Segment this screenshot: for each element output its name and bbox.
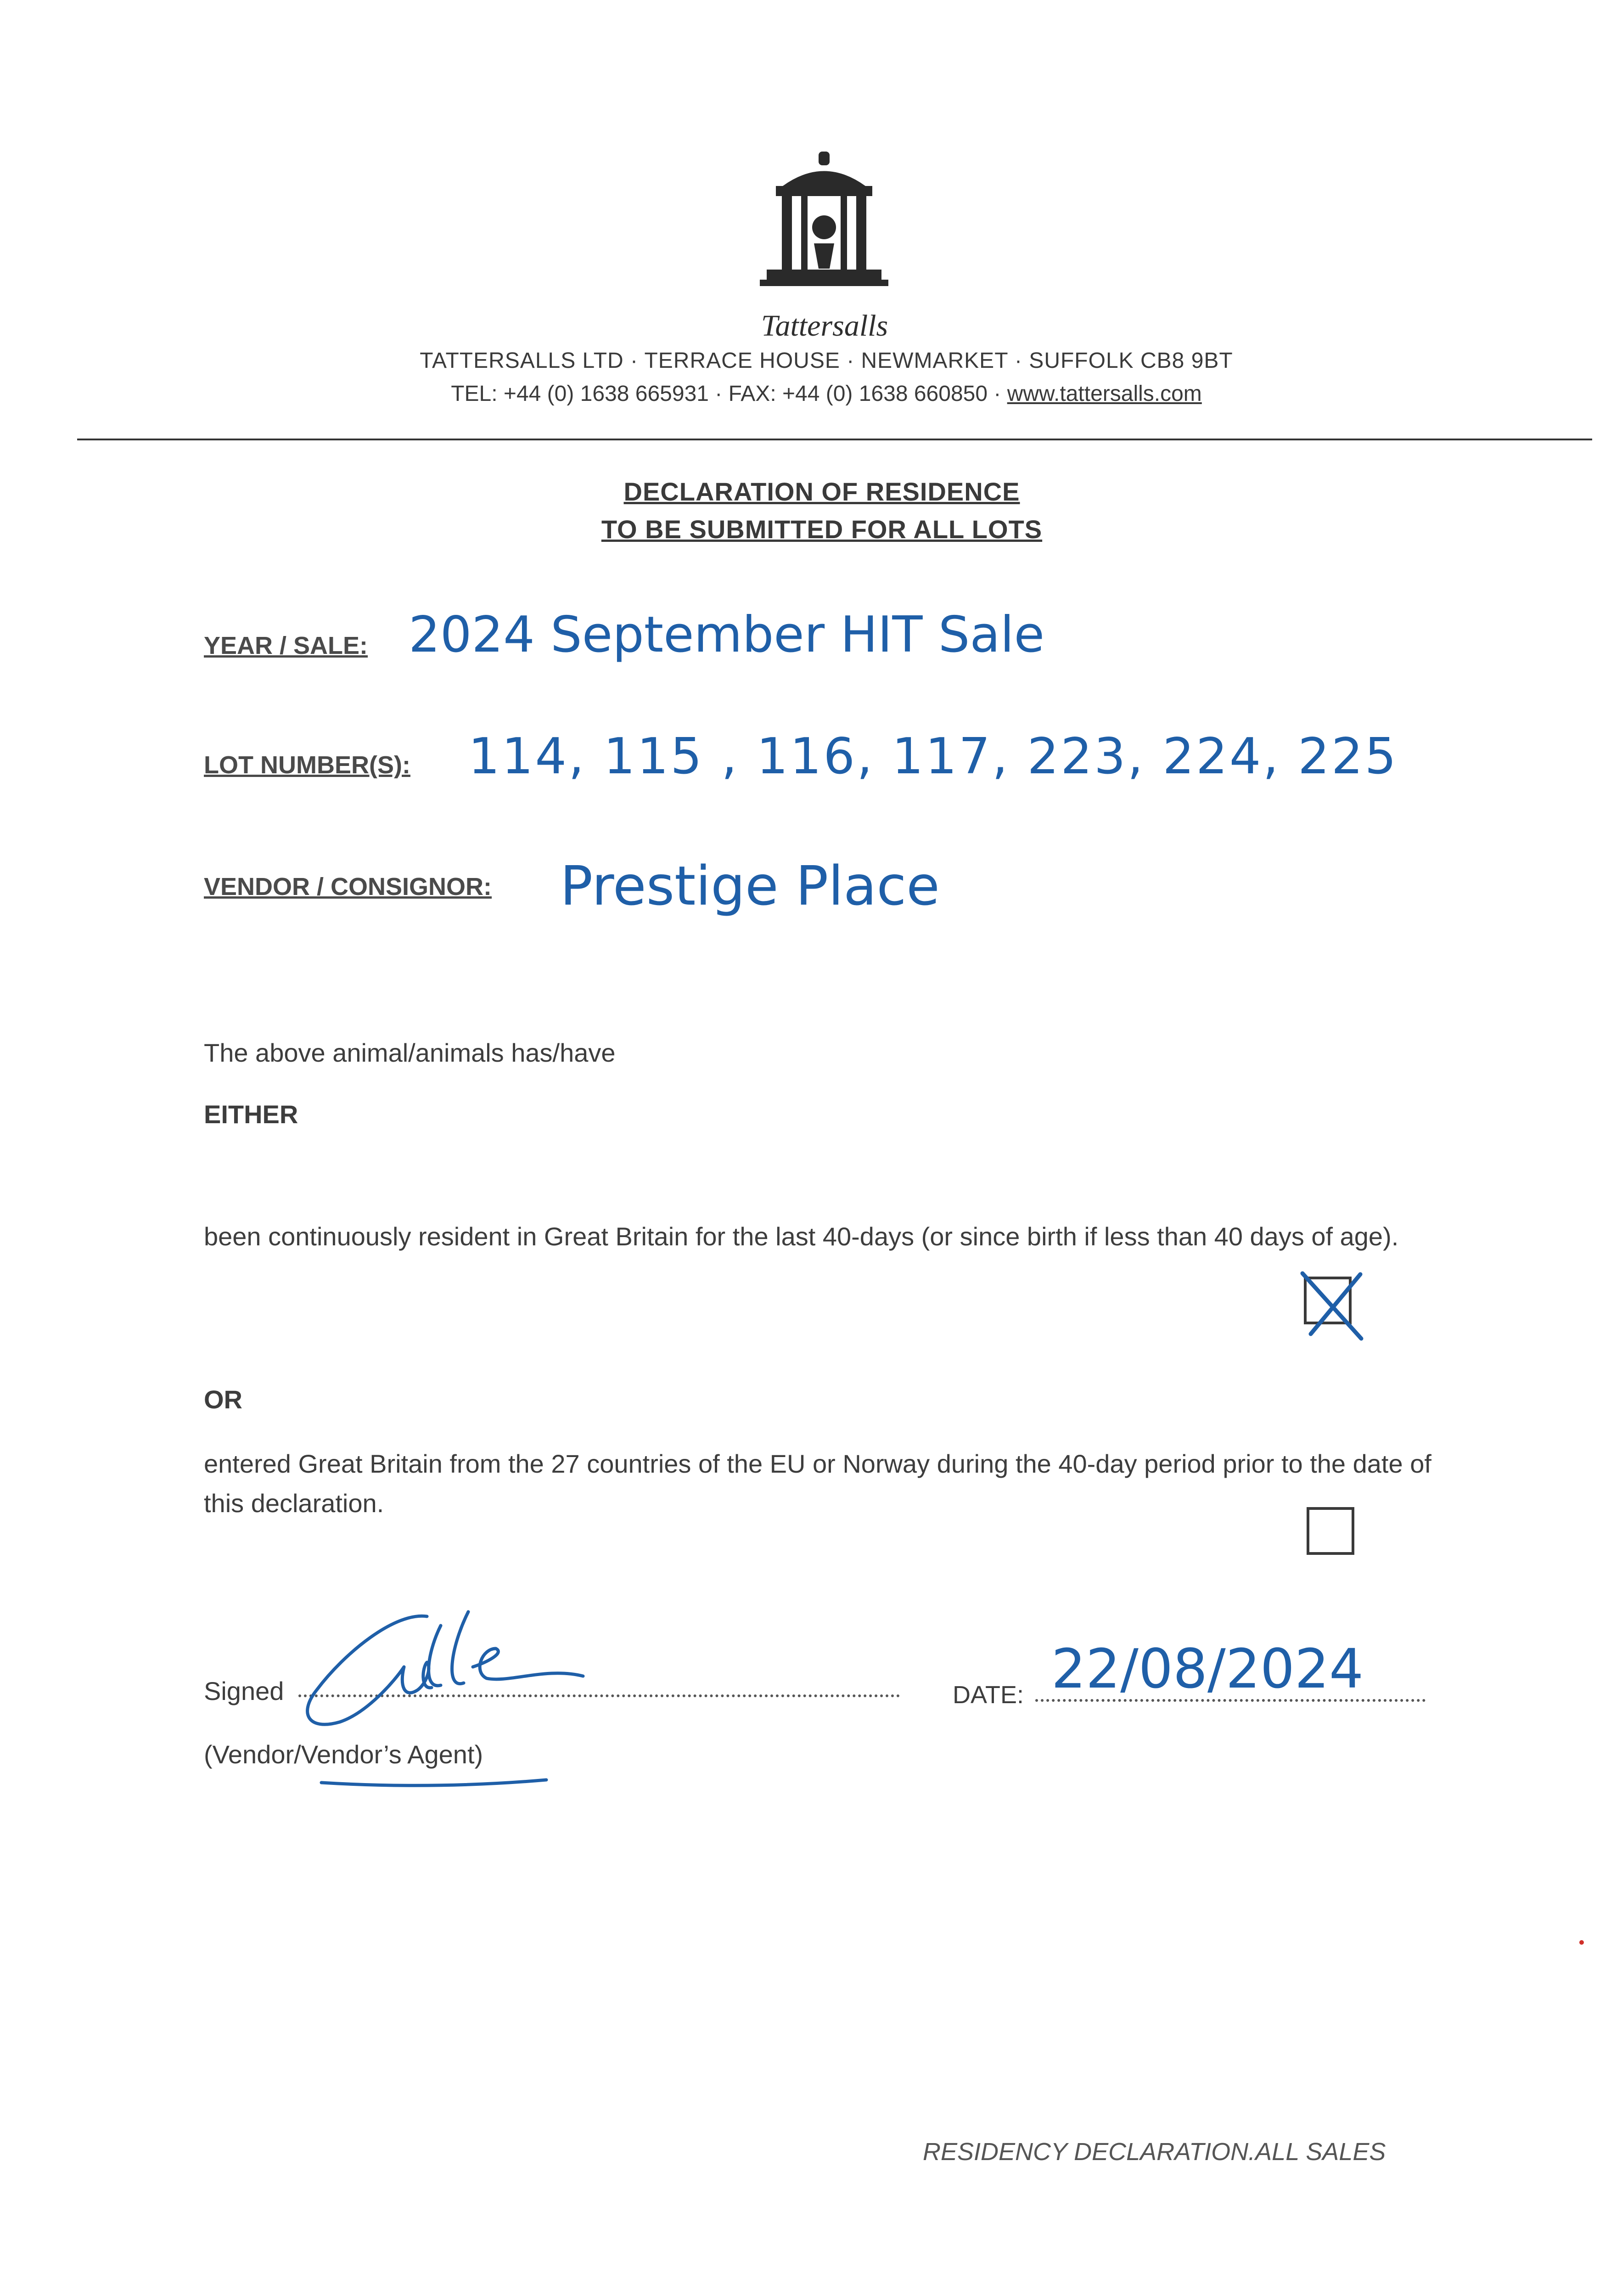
tattersalls-logo <box>755 152 893 303</box>
contact-line <box>184 381 1469 406</box>
date-value[interactable]: 22/08/2024 <box>1051 1637 1364 1700</box>
intro-text: The above animal/animals has/have <box>204 1038 616 1067</box>
year-sale-value[interactable]: 2024 September HIT Sale <box>409 606 1045 664</box>
lot-numbers-value[interactable]: 114, 115 , 116, 117, 223, 224, 225 <box>468 728 1398 785</box>
or-heading: OR <box>204 1385 242 1414</box>
phone-fax: TEL: +44 (0) 1638 665931 · FAX: +44 (0) 1638 660850 · <box>451 382 1007 406</box>
option-resident-text: been continuously resident in Great Britain for the last 40-days (or since birth if less than 40 days of age). <box>204 1222 1399 1251</box>
either-heading: EITHER <box>204 1100 298 1129</box>
website-link[interactable]: www.tattersalls.com <box>1007 382 1202 406</box>
vendor-value[interactable]: Prestige Place <box>560 854 940 917</box>
ink-speck <box>1579 1940 1584 1945</box>
option-entered-checkbox[interactable] <box>1307 1507 1354 1555</box>
lot-numbers-label: LOT NUMBER(S): <box>204 751 410 779</box>
document-title: DECLARATION OF RESIDENCE <box>623 477 1020 506</box>
vendor-label: VENDOR / CONSIGNOR: <box>204 873 492 900</box>
handwritten-underline <box>319 1773 549 1792</box>
company-address: TATTERSALLS LTD · TERRACE HOUSE · NEWMARKET · SUFFOLK CB8 9BT <box>420 349 1233 373</box>
signer-role-label: (Vendor/Vendor’s Agent) <box>204 1740 483 1769</box>
checked-x-mark <box>1292 1265 1370 1343</box>
brand-name: Tattersalls <box>761 309 888 343</box>
handwritten-signature[interactable] <box>289 1598 638 1736</box>
signed-label: Signed <box>204 1677 284 1705</box>
year-sale-label: YEAR / SALE: <box>204 632 368 659</box>
header-divider <box>77 439 1592 440</box>
form-footer: RESIDENCY DECLARATION.ALL SALES <box>923 2138 1386 2166</box>
document-subtitle: TO BE SUBMITTED FOR ALL LOTS <box>601 515 1043 544</box>
date-label: DATE: <box>953 1681 1024 1709</box>
option-entered-text: entered Great Britain from the 27 countries of the EU or Norway during the 40-day period prior to the date of this declaration. <box>204 1449 1431 1518</box>
